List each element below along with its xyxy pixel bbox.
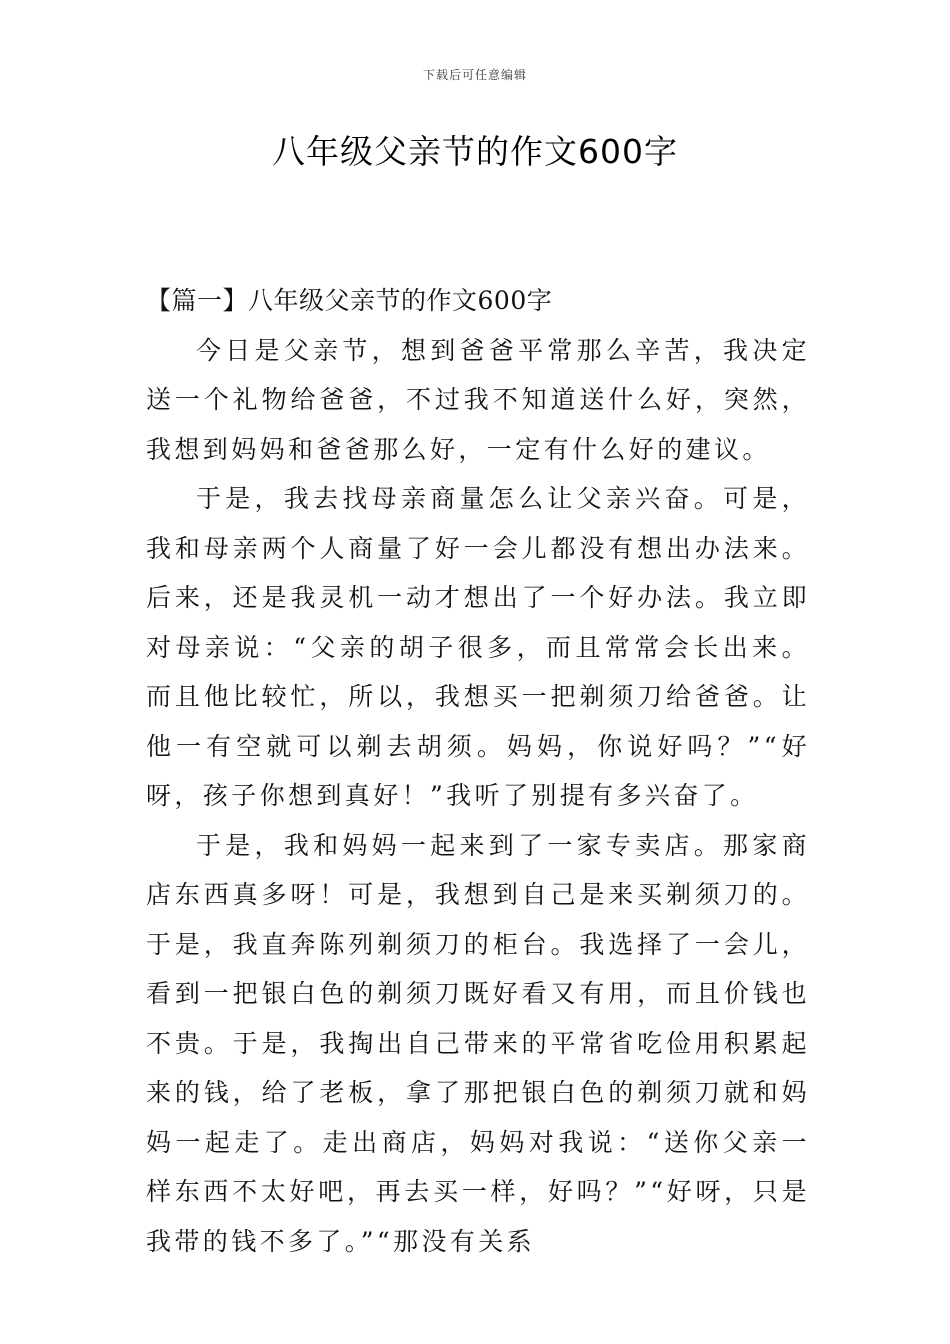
section-heading: 【篇一】八年级父亲节的作文600字	[146, 286, 553, 315]
paragraph-3: 于是，我和妈妈一起来到了一家专卖店。那家商店东西真多呀！可是，我想到自己是来买剃须刀的。于是，我直奔陈列剃须刀的柜台。我选择了一会儿，看到一把银白色的剃须刀既好看又有用，而且价钱也不贵。于是，我掏出自己带来的平常省吃俭用积累起来的钱，给了老板，拿了那把银白色的剃须刀就和妈妈一起走了。走出商店，妈妈对我说：“送你父亲一样东西不太好吧，再去买一样，好吗？”“好呀，只是我带的钱不多了。”“那没有关系	[146, 830, 810, 1256]
document-body	[146, 276, 810, 1266]
header-note: 下载后可任意编辑	[422, 68, 527, 82]
paragraph-1: 今日是父亲节，想到爸爸平常那么辛苦，我决定送一个礼物给爸爸，不过我不知道送什么好，突然，我想到妈妈和爸爸那么好，一定有什么好的建议。	[146, 335, 810, 464]
paragraph-2: 于是，我去找母亲商量怎么让父亲兴奋。可是，我和母亲两个人商量了好一会儿都没有想出办法来。后来，还是我灵机一动才想出了一个好办法。我立即对母亲说：“父亲的胡子很多，而且常常会长出来。而且他比较忙，所以，我想买一把剃须刀给爸爸。让他一有空就可以剃去胡须。妈妈，你说好吗？”“好呀，孩子你想到真好！”我听了别提有多兴奋了。	[146, 484, 810, 810]
document-title: 八年级父亲节的作文600字	[272, 132, 678, 171]
